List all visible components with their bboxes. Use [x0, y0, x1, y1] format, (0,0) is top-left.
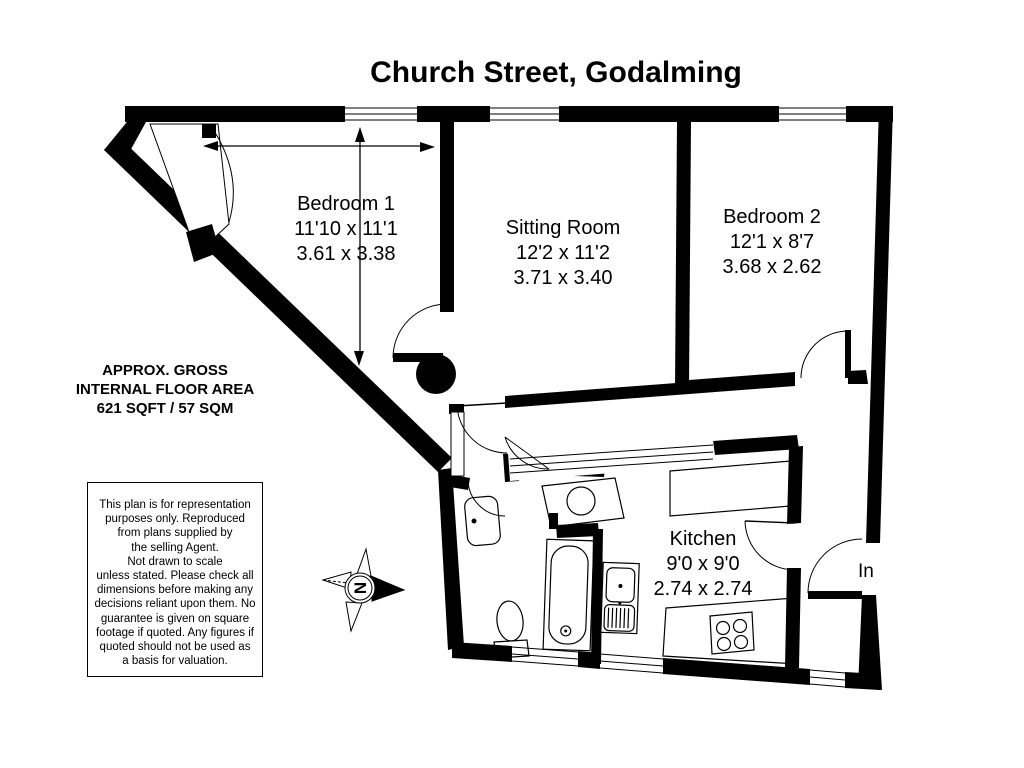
door-arc-entrance	[808, 539, 862, 593]
area-line: 621 SQFT / 57 SQM	[96, 400, 234, 417]
room-label-sitting-room	[463, 216, 663, 291]
room-name: Bedroom 1	[297, 193, 395, 215]
wall-diagonal	[104, 136, 452, 472]
entrance-label: In	[858, 561, 874, 582]
window-bottom-2	[600, 654, 663, 673]
floor-area-summary	[60, 361, 270, 418]
disclaimer-line: the selling Agent.	[131, 541, 219, 554]
page-title: Church Street, Godalming	[370, 56, 742, 89]
door-leaf-entrance	[808, 591, 862, 599]
disclaimer-line: This plan is for representation	[99, 499, 251, 511]
disclaimer-line: footage if quoted. Any figures if	[96, 626, 254, 639]
wall-right-upper	[866, 106, 893, 543]
bath-icon	[543, 539, 594, 651]
compass-rose	[323, 549, 404, 631]
room-size-metric: 3.61 x 3.38	[296, 243, 396, 265]
window-sitting	[490, 104, 559, 124]
disclaimer-line: dimensions before making any	[97, 584, 253, 597]
disclaimer-line: guarantee is given on square	[100, 612, 250, 625]
wash-basin-icon	[464, 496, 501, 547]
window-bed1	[345, 104, 417, 124]
dimension-arrow-horizontal	[203, 141, 435, 152]
wall-pier	[416, 354, 456, 394]
wall-kitchen-right-upper	[787, 446, 803, 524]
compass-north-pointer	[371, 576, 404, 601]
disclaimer-line: Not drawn to scale	[127, 555, 223, 568]
wall-vanity-bottom	[556, 523, 599, 538]
worktop-top-icon	[670, 461, 791, 516]
disclaimer-line: quoted should not be used as	[99, 641, 251, 654]
area-line: APPROX. GROSS	[102, 362, 228, 379]
disclaimer-line: decisions reliant upon them. No	[94, 598, 256, 611]
room-name: Bedroom 2	[723, 206, 821, 228]
room-name: Sitting Room	[505, 217, 621, 239]
disclaimer-line: purposes only. Reproduced	[105, 513, 245, 526]
room-name: Kitchen	[669, 528, 737, 550]
room-label-kitchen	[613, 527, 793, 602]
room-size-metric: 3.68 x 2.62	[722, 256, 822, 278]
room-label-bedroom1	[246, 192, 446, 267]
window-bottom-3	[810, 670, 845, 687]
disclaimer-line: from plans supplied by	[117, 527, 233, 540]
room-size-imperial: 12'1 x 8'7	[729, 231, 815, 253]
room-size-imperial: 12'2 x 11'2	[515, 242, 610, 264]
door-arc-bed1	[393, 304, 447, 358]
room-label-bedroom2	[672, 205, 872, 280]
room-size-imperial: 11'10 x 11'1	[294, 218, 398, 240]
hob-icon	[710, 612, 754, 654]
room-size-imperial: 9'0 x 9'0	[666, 553, 740, 575]
wall-bathroom-left	[438, 468, 464, 650]
wall-bath-kitchen	[591, 529, 603, 664]
compass-north-label: N	[350, 581, 370, 595]
area-line: INTERNAL FLOOR AREA	[75, 381, 255, 398]
room-size-metric: 2.74 x 2.74	[653, 578, 753, 600]
wall-bottom-4	[845, 672, 880, 690]
window-bed2	[779, 104, 846, 124]
wall-bed2-bottom-right	[848, 370, 868, 384]
disclaimer-line: a basis for valuation.	[122, 655, 228, 668]
wall-cavity-hall	[451, 412, 464, 476]
disclaimer-box	[87, 482, 263, 677]
room-size-metric: 3.71 x 3.40	[513, 267, 613, 289]
wall-kitchen-top	[713, 435, 799, 455]
door-arc-bed2	[801, 331, 848, 378]
door-leaf-bed2	[845, 330, 851, 378]
disclaimer-line: unless stated. Please check all	[96, 570, 254, 583]
